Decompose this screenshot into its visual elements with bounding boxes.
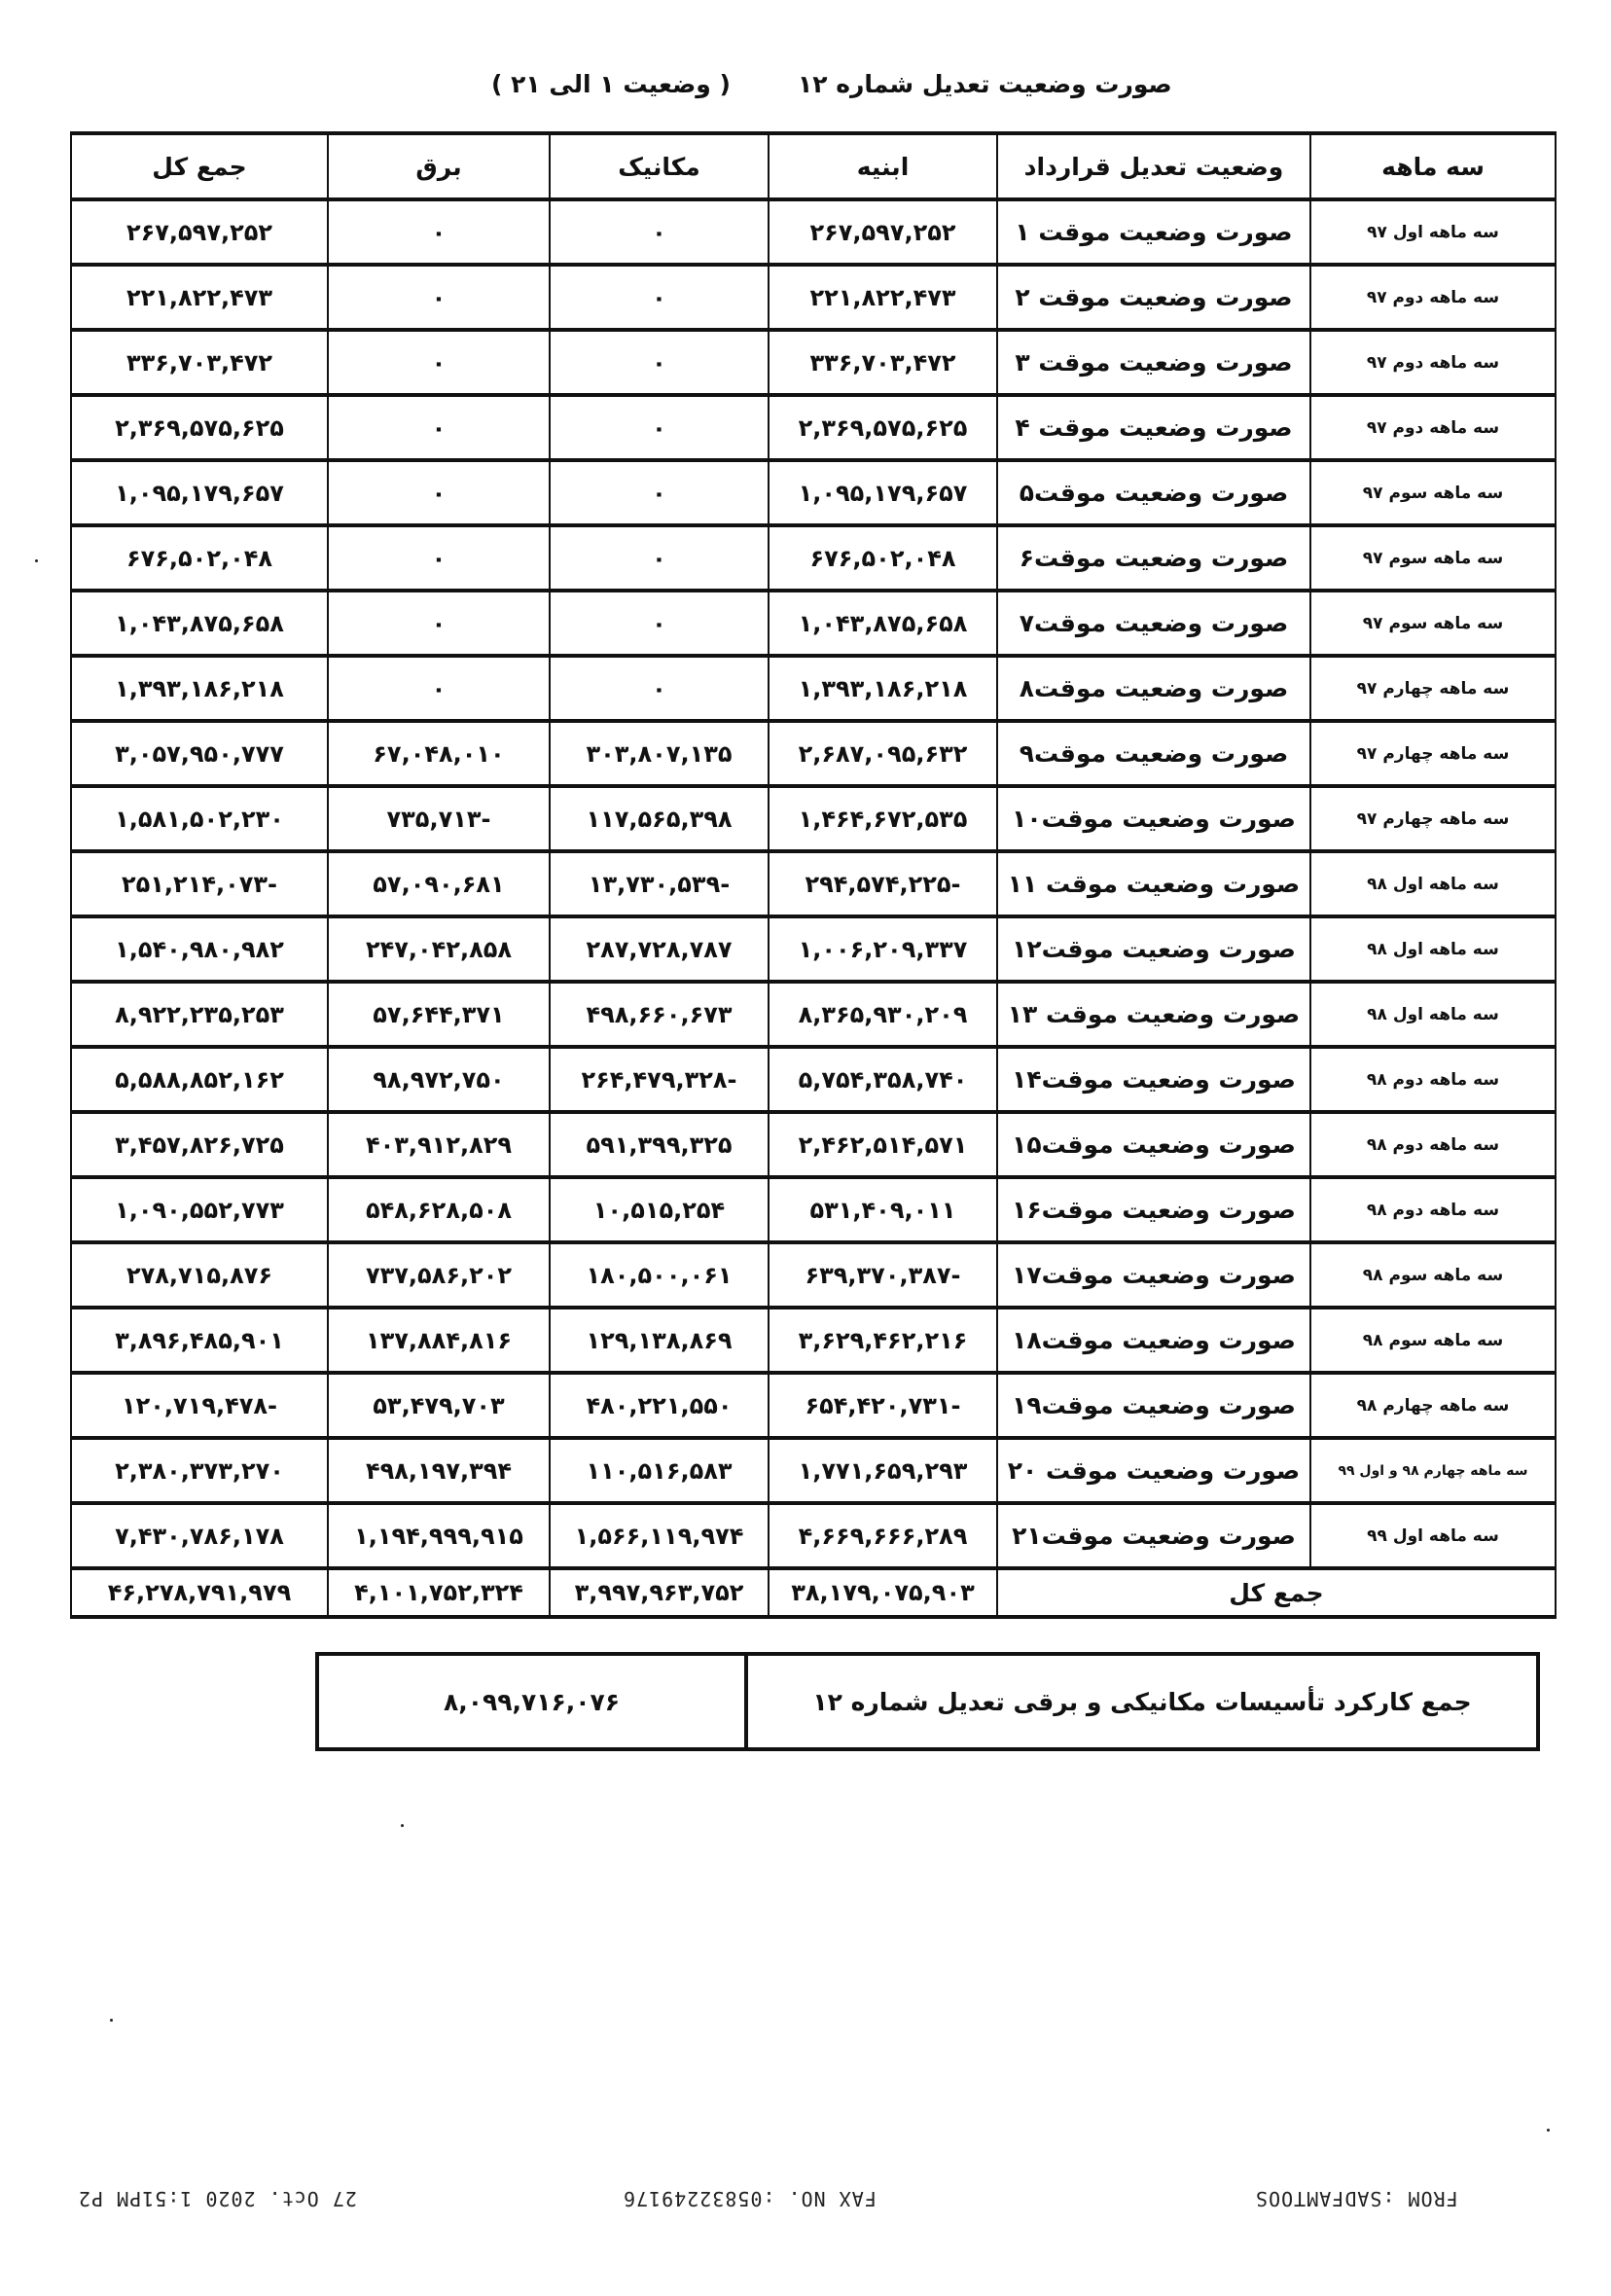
- cell-total: ۷,۴۳۰,۷۸۶,۱۷۸: [71, 1503, 328, 1568]
- cell-electrical: ۹۸,۹۷۲,۷۵۰: [328, 1047, 550, 1112]
- cell-statement: صورت وضعیت موقت۹: [997, 721, 1310, 786]
- cell-quarter: سه ماهه اول ۹۸: [1310, 851, 1556, 916]
- cell-statement: صورت وضعیت موقت۵: [997, 460, 1310, 525]
- cell-statement: صورت وضعیت موقت۱۰: [997, 786, 1310, 851]
- cell-electrical: ۴۰۳,۹۱۲,۸۲۹: [328, 1112, 550, 1177]
- cell-building: ۳,۶۲۹,۴۶۲,۲۱۶: [769, 1308, 997, 1373]
- cell-statement: صورت وضعیت موقت ۱۱: [997, 851, 1310, 916]
- table-header-row: [71, 133, 1556, 199]
- cell-building: -۶۵۴,۴۲۰,۷۳۱: [769, 1373, 997, 1438]
- header-total: جمع کل: [71, 133, 328, 199]
- fax-from: FROM :SADFAMTOOS: [1255, 2187, 1458, 2210]
- cell-building: ۱,۴۶۴,۶۷۲,۵۳۵: [769, 786, 997, 851]
- cell-quarter: سه ماهه دوم ۹۸: [1310, 1112, 1556, 1177]
- cell-statement: صورت وضعیت موقت۱۲: [997, 916, 1310, 982]
- summary-label: جمع کارکرد تأسیسات مکانیکی و برقی تعدیل شماره ۱۲: [746, 1654, 1538, 1749]
- cell-mechanical: ۰: [550, 460, 769, 525]
- document-subtitle: ( وضعیت ۱ الی ۲۱ ): [491, 70, 731, 98]
- table-row: [71, 395, 1556, 460]
- cell-total: ۲,۳۶۹,۵۷۵,۶۲۵: [71, 395, 328, 460]
- cell-statement: صورت وضعیت موقت ۲: [997, 265, 1310, 330]
- cell-quarter: سه ماهه سوم ۹۸: [1310, 1242, 1556, 1308]
- summary-value: ۸,۰۹۹,۷۱۶,۰۷۶: [317, 1654, 746, 1749]
- table-row: [71, 330, 1556, 395]
- cell-statement: صورت وضعیت موقت۱۵: [997, 1112, 1310, 1177]
- cell-electrical: ۲۴۷,۰۴۲,۸۵۸: [328, 916, 550, 982]
- grand-total-row: [71, 1568, 1556, 1617]
- cell-electrical: ۰: [328, 525, 550, 591]
- cell-electrical: ۶۷,۰۴۸,۰۱۰: [328, 721, 550, 786]
- cell-mechanical: ۱۲۹,۱۳۸,۸۶۹: [550, 1308, 769, 1373]
- cell-statement: صورت وضعیت موقت۱۷: [997, 1242, 1310, 1308]
- cell-statement: صورت وضعیت موقت۲۱: [997, 1503, 1310, 1568]
- cell-mechanical: ۲۸۷,۷۲۸,۷۸۷: [550, 916, 769, 982]
- cell-quarter: سه ماهه اول ۹۹: [1310, 1503, 1556, 1568]
- cell-total: ۶۷۶,۵۰۲,۰۴۸: [71, 525, 328, 591]
- cell-building: ۱,۳۹۳,۱۸۶,۲۱۸: [769, 656, 997, 721]
- header-electrical: برق: [328, 133, 550, 199]
- cell-quarter: سه ماهه سوم ۹۷: [1310, 525, 1556, 591]
- cell-electrical: ۱,۱۹۴,۹۹۹,۹۱۵: [328, 1503, 550, 1568]
- cell-statement: صورت وضعیت موقت۱۶: [997, 1177, 1310, 1242]
- cell-building: ۵۳۱,۴۰۹,۰۱۱: [769, 1177, 997, 1242]
- cell-electrical: ۰: [328, 395, 550, 460]
- cell-mechanical: ۰: [550, 199, 769, 265]
- cell-total: ۱,۰۹۵,۱۷۹,۶۵۷: [71, 460, 328, 525]
- cell-mechanical: ۱۱۰,۵۱۶,۵۸۳: [550, 1438, 769, 1503]
- grand-total-label: جمع کل: [997, 1568, 1556, 1617]
- cell-total: ۱,۰۹۰,۵۵۲,۷۷۳: [71, 1177, 328, 1242]
- cell-quarter: سه ماهه چهارم ۹۷: [1310, 786, 1556, 851]
- cell-statement: صورت وضعیت موقت۱۴: [997, 1047, 1310, 1112]
- cell-mechanical: ۵۹۱,۳۹۹,۳۲۵: [550, 1112, 769, 1177]
- table-row: [71, 1177, 1556, 1242]
- cell-total: ۱,۵۸۱,۵۰۲,۲۳۰: [71, 786, 328, 851]
- cell-statement: صورت وضعیت موقت۸: [997, 656, 1310, 721]
- cell-statement: صورت وضعیت موقت۷: [997, 591, 1310, 656]
- scan-speck: [401, 1824, 404, 1827]
- cell-electrical: ۰: [328, 265, 550, 330]
- table-row: [71, 460, 1556, 525]
- document-title: صورت وضعیت تعدیل شماره ۱۲: [798, 70, 1172, 98]
- cell-mechanical: -۲۶۴,۴۷۹,۳۲۸: [550, 1047, 769, 1112]
- cell-electrical: ۵۷,۶۴۴,۳۷۱: [328, 982, 550, 1047]
- cell-building: ۲,۶۸۷,۰۹۵,۶۳۲: [769, 721, 997, 786]
- grand-total-building: ۳۸,۱۷۹,۰۷۵,۹۰۳: [769, 1568, 997, 1617]
- header-statement: وضعیت تعدیل قرارداد: [997, 133, 1310, 199]
- cell-quarter: سه ماهه دوم ۹۷: [1310, 395, 1556, 460]
- table-row: [71, 721, 1556, 786]
- table-row: [71, 1308, 1556, 1373]
- cell-quarter: سه ماهه سوم ۹۷: [1310, 460, 1556, 525]
- cell-building: ۳۳۶,۷۰۳,۴۷۲: [769, 330, 997, 395]
- cell-building: ۴,۶۶۹,۶۶۶,۲۸۹: [769, 1503, 997, 1568]
- cell-statement: صورت وضعیت موقت ۲۰: [997, 1438, 1310, 1503]
- cell-mechanical: ۴۸۰,۲۲۱,۵۵۰: [550, 1373, 769, 1438]
- scan-speck: [110, 2019, 113, 2022]
- cell-building: ۸,۳۶۵,۹۳۰,۲۰۹: [769, 982, 997, 1047]
- cell-electrical: ۷۳۷,۵۸۶,۲۰۲: [328, 1242, 550, 1308]
- cell-mechanical: ۰: [550, 265, 769, 330]
- cell-building: ۱,۰۰۶,۲۰۹,۳۳۷: [769, 916, 997, 982]
- cell-building: -۲۹۴,۵۷۴,۲۲۵: [769, 851, 997, 916]
- cell-electrical: ۵۴۸,۶۲۸,۵۰۸: [328, 1177, 550, 1242]
- cell-total: ۱,۵۴۰,۹۸۰,۹۸۲: [71, 916, 328, 982]
- cell-mechanical: ۱۱۷,۵۶۵,۳۹۸: [550, 786, 769, 851]
- cell-total: -۲۵۱,۲۱۴,۰۷۳: [71, 851, 328, 916]
- table-row: [71, 1503, 1556, 1568]
- cell-quarter: سه ماهه دوم ۹۸: [1310, 1047, 1556, 1112]
- cell-total: ۸,۹۲۲,۲۳۵,۲۵۳: [71, 982, 328, 1047]
- cell-building: -۶۳۹,۳۷۰,۳۸۷: [769, 1242, 997, 1308]
- cell-electrical: ۰: [328, 460, 550, 525]
- cell-electrical: ۴۹۸,۱۹۷,۳۹۴: [328, 1438, 550, 1503]
- cell-quarter: سه ماهه چهارم ۹۷: [1310, 721, 1556, 786]
- table-row: [71, 1112, 1556, 1177]
- cell-building: ۲۶۷,۵۹۷,۲۵۲: [769, 199, 997, 265]
- scan-speck: [1547, 2129, 1550, 2132]
- grand-total-electrical: ۴,۱۰۱,۷۵۲,۳۲۴: [328, 1568, 550, 1617]
- table-row: [71, 525, 1556, 591]
- cell-mechanical: ۱,۵۶۶,۱۱۹,۹۷۴: [550, 1503, 769, 1568]
- cell-building: ۱,۷۷۱,۶۵۹,۲۹۳: [769, 1438, 997, 1503]
- cell-electrical: ۰: [328, 330, 550, 395]
- cell-electrical: ۰: [328, 656, 550, 721]
- cell-mechanical: ۰: [550, 330, 769, 395]
- cell-total: ۳,۸۹۶,۴۸۵,۹۰۱: [71, 1308, 328, 1373]
- cell-total: ۲۷۸,۷۱۵,۸۷۶: [71, 1242, 328, 1308]
- cell-building: ۲,۴۶۲,۵۱۴,۵۷۱: [769, 1112, 997, 1177]
- cell-quarter: سه ماهه اول ۹۸: [1310, 916, 1556, 982]
- table-row: [71, 1242, 1556, 1308]
- table-row: [71, 1047, 1556, 1112]
- table-row: [71, 1373, 1556, 1438]
- cell-quarter: سه ماهه اول ۹۷: [1310, 199, 1556, 265]
- cell-statement: صورت وضعیت موقت ۱۳: [997, 982, 1310, 1047]
- cell-total: ۱,۰۴۳,۸۷۵,۶۵۸: [71, 591, 328, 656]
- header-quarter: سه ماهه: [1310, 133, 1556, 199]
- cell-building: ۵,۷۵۴,۳۵۸,۷۴۰: [769, 1047, 997, 1112]
- cell-statement: صورت وضعیت موقت۶: [997, 525, 1310, 591]
- cell-total: ۵,۵۸۸,۸۵۲,۱۶۲: [71, 1047, 328, 1112]
- table-row: [71, 851, 1556, 916]
- cell-total: ۳,۰۵۷,۹۵۰,۷۷۷: [71, 721, 328, 786]
- cell-total: -۱۲۰,۷۱۹,۴۷۸: [71, 1373, 328, 1438]
- cell-mechanical: ۰: [550, 591, 769, 656]
- grand-total-mechanical: ۳,۹۹۷,۹۶۳,۷۵۲: [550, 1568, 769, 1617]
- cell-electrical: ۰: [328, 199, 550, 265]
- cell-quarter: سه ماهه سوم ۹۷: [1310, 591, 1556, 656]
- table-row: [71, 265, 1556, 330]
- cell-electrical: ۰: [328, 591, 550, 656]
- adjustment-table: [70, 131, 1557, 1619]
- cell-building: ۱,۰۹۵,۱۷۹,۶۵۷: [769, 460, 997, 525]
- cell-total: ۲,۳۸۰,۳۷۳,۲۷۰: [71, 1438, 328, 1503]
- cell-mechanical: -۱۳,۷۳۰,۵۳۹: [550, 851, 769, 916]
- cell-mechanical: ۱۰,۵۱۵,۲۵۴: [550, 1177, 769, 1242]
- cell-total: ۱,۳۹۳,۱۸۶,۲۱۸: [71, 656, 328, 721]
- fax-datetime: 27 Oct. 2020 1:51PM P2: [78, 2187, 357, 2210]
- summary-box: [315, 1652, 1540, 1751]
- cell-statement: صورت وضعیت موقت ۳: [997, 330, 1310, 395]
- cell-statement: صورت وضعیت موقت۱۹: [997, 1373, 1310, 1438]
- cell-total: ۲۶۷,۵۹۷,۲۵۲: [71, 199, 328, 265]
- cell-quarter: سه ماهه چهارم ۹۸ و اول ۹۹: [1310, 1438, 1556, 1503]
- cell-total: ۲۲۱,۸۲۲,۴۷۳: [71, 265, 328, 330]
- table-row: [71, 982, 1556, 1047]
- table-row: [71, 1438, 1556, 1503]
- cell-quarter: سه ماهه سوم ۹۸: [1310, 1308, 1556, 1373]
- cell-quarter: سه ماهه اول ۹۸: [1310, 982, 1556, 1047]
- cell-electrical: ۵۷,۰۹۰,۶۸۱: [328, 851, 550, 916]
- cell-mechanical: ۱۸۰,۵۰۰,۰۶۱: [550, 1242, 769, 1308]
- cell-quarter: سه ماهه دوم ۹۸: [1310, 1177, 1556, 1242]
- cell-total: ۳,۴۵۷,۸۲۶,۷۲۵: [71, 1112, 328, 1177]
- cell-mechanical: ۳۰۳,۸۰۷,۱۳۵: [550, 721, 769, 786]
- cell-total: ۳۳۶,۷۰۳,۴۷۲: [71, 330, 328, 395]
- grand-total-total: ۴۶,۲۷۸,۷۹۱,۹۷۹: [71, 1568, 328, 1617]
- cell-quarter: سه ماهه چهارم ۹۸: [1310, 1373, 1556, 1438]
- cell-electrical: ۱۳۷,۸۸۴,۸۱۶: [328, 1308, 550, 1373]
- cell-quarter: سه ماهه چهارم ۹۷: [1310, 656, 1556, 721]
- header-building: ابنیه: [769, 133, 997, 199]
- table-row: [71, 591, 1556, 656]
- fax-number: FAX NO. :05832249176: [623, 2187, 877, 2210]
- cell-electrical: ۵۳,۴۷۹,۷۰۳: [328, 1373, 550, 1438]
- cell-quarter: سه ماهه دوم ۹۷: [1310, 330, 1556, 395]
- cell-mechanical: ۰: [550, 525, 769, 591]
- scan-speck: [35, 559, 38, 562]
- cell-statement: صورت وضعیت موقت ۴: [997, 395, 1310, 460]
- cell-building: ۲۲۱,۸۲۲,۴۷۳: [769, 265, 997, 330]
- cell-building: ۱,۰۴۳,۸۷۵,۶۵۸: [769, 591, 997, 656]
- cell-mechanical: ۰: [550, 395, 769, 460]
- cell-statement: صورت وضعیت موقت۱۸: [997, 1308, 1310, 1373]
- cell-quarter: سه ماهه دوم ۹۷: [1310, 265, 1556, 330]
- header-mechanical: مکانیک: [550, 133, 769, 199]
- table-row: [71, 656, 1556, 721]
- table-row: [71, 916, 1556, 982]
- cell-building: ۲,۳۶۹,۵۷۵,۶۲۵: [769, 395, 997, 460]
- cell-mechanical: ۰: [550, 656, 769, 721]
- cell-mechanical: ۴۹۸,۶۶۰,۶۷۳: [550, 982, 769, 1047]
- cell-building: ۶۷۶,۵۰۲,۰۴۸: [769, 525, 997, 591]
- cell-statement: صورت وضعیت موقت ۱: [997, 199, 1310, 265]
- table-row: [71, 786, 1556, 851]
- table-row: [71, 199, 1556, 265]
- cell-electrical: -۷۳۵,۷۱۳: [328, 786, 550, 851]
